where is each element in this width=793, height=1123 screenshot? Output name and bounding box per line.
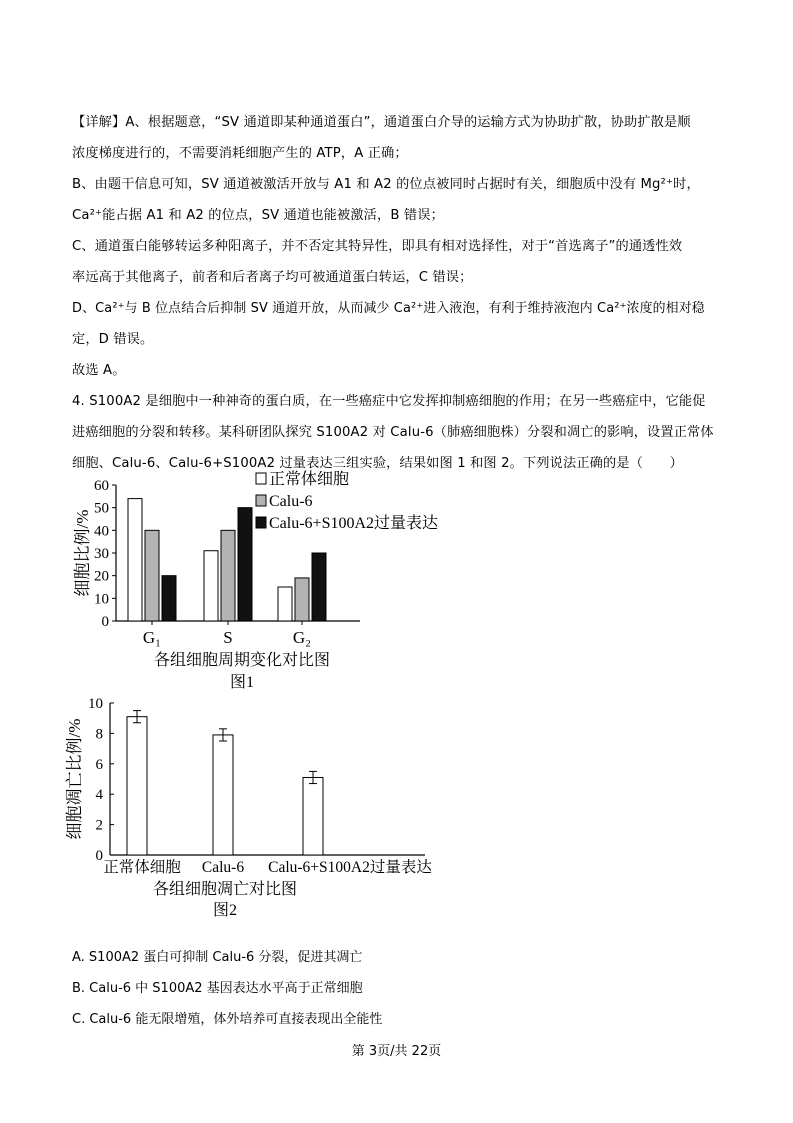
- figure-label: 图1: [229, 674, 255, 691]
- question-line-1: 4. S100A2 是细胞中一种神奇的蛋白质，在一些癌症中它发挥抑制癌细胞的作用；在另一些癌症中，它能促: [72, 394, 706, 409]
- question-line-2: 进癌细胞的分裂和转移。某科研团队探究 S100A2 对 Calu-6（肺癌细胞株）分裂和凋亡的影响，设置正常体: [72, 425, 714, 440]
- bar-0-2: [162, 576, 176, 621]
- bar-0: [127, 717, 147, 855]
- chart-title: 各组细胞凋亡对比图: [152, 881, 298, 898]
- figure-2-apoptosis-chart: [60, 690, 460, 925]
- figure-label: 图2: [212, 902, 238, 919]
- legend-label: 正常体细胞: [269, 471, 350, 488]
- y-tick-label: 60: [94, 478, 109, 494]
- bar-1-1: [221, 530, 235, 621]
- explanation-line-6: 率远高于其他离子，前者和后者离子均可被通道蛋白转运，C 错误；: [72, 270, 473, 285]
- question-line-3: 细胞、Calu-6、Calu-6+S100A2 过量表达三组实验，结果如图 1 和图 2。下列说法正确的是（ ）: [72, 456, 684, 471]
- legend-label: Calu-6+S100A2过量表达: [269, 515, 439, 532]
- y-tick-label: 30: [94, 546, 109, 562]
- explanation-line-3: B、由题干信息可知，SV 通道被激活开放与 A1 和 A2 的位点被同时占据时有关，细胞质中没有 Mg²⁺时，: [72, 177, 700, 192]
- x-tick-label: Calu-6: [201, 859, 245, 876]
- bar-2-1: [295, 578, 309, 621]
- y-tick-label: 6: [95, 756, 103, 773]
- y-tick-label: 8: [95, 726, 103, 743]
- bar-0-0: [128, 499, 142, 621]
- y-tick-label: 0: [95, 848, 103, 864]
- y-tick-label: 40: [94, 523, 109, 540]
- explanation-line-4: Ca²⁺能占据 A1 和 A2 的位点，SV 通道也能被激活，B 错误；: [72, 208, 444, 223]
- page-footer: 第 3页/共 22页: [351, 1044, 442, 1059]
- x-tick-label: Calu-6+S100A2过量表达: [268, 859, 432, 876]
- legend-label: Calu-6: [269, 493, 313, 510]
- explanation-line-8: 定，D 错误。: [72, 332, 154, 347]
- explanation-line-7: D、Ca²⁺与 B 位点结合后抑制 SV 通道开放，从而减少 Ca²⁺进入液泡，有利于维持液泡内 Ca²⁺浓度的相对稳: [72, 301, 705, 316]
- bar-1: [213, 735, 233, 855]
- option-a: A. S100A2 蛋白可抑制 Calu-6 分裂，促进其凋亡: [72, 950, 363, 965]
- y-tick-label: 0: [101, 614, 109, 630]
- x-tick-label: S: [223, 628, 233, 647]
- bar-0-1: [145, 530, 159, 621]
- explanation-line-2: 浓度梯度进行的，不需要消耗细胞产生的 ATP，A 正确；: [72, 146, 408, 161]
- explanation-line-5: C、通道蛋白能够转运多种阳离子，并不否定其特异性，即具有相对选择性，对于“首选离子”的通透性效: [72, 239, 683, 254]
- x-tick-label: 正常体细胞: [103, 859, 181, 876]
- bar-1-0: [204, 551, 218, 621]
- legend-swatch-2: [256, 517, 266, 528]
- explanation-answer: 故选 A。: [72, 363, 126, 378]
- option-c: C. Calu-6 能无限增殖，体外培养可直接表现出全能性: [72, 1012, 383, 1027]
- explanation-text-1: A、根据题意，“SV 通道即某种通道蛋白”，通道蛋白介导的运输方式为协助扩散，协助扩散是顺: [125, 115, 691, 130]
- x-tick-label: G₁: [142, 628, 162, 647]
- y-tick-label: 20: [94, 568, 109, 585]
- y-tick-label: 2: [95, 817, 103, 834]
- y-axis-label: 细胞凋亡比例/%: [65, 718, 84, 840]
- chart-title: 各组细胞周期变化对比图: [153, 652, 331, 669]
- y-tick-label: 10: [88, 696, 103, 712]
- explanation-line-1: [72, 114, 691, 132]
- bar-2-2: [312, 553, 326, 621]
- y-tick-label: 50: [94, 500, 109, 517]
- legend-swatch-0: [256, 473, 266, 484]
- bar-1-2: [238, 508, 252, 621]
- y-tick-label: 4: [95, 787, 103, 804]
- bar-2: [303, 777, 323, 855]
- legend-swatch-1: [256, 495, 266, 506]
- bar-2-0: [278, 587, 292, 621]
- option-b: B. Calu-6 中 S100A2 基因表达水平高于正常细胞: [72, 981, 363, 996]
- y-tick-label: 10: [94, 591, 109, 608]
- explanation-tag: 【详解】: [72, 115, 126, 130]
- figure-1-cell-cycle-chart: [60, 466, 480, 696]
- x-tick-label: G₂: [292, 628, 312, 647]
- y-axis-label: 细胞比例/%: [73, 509, 92, 597]
